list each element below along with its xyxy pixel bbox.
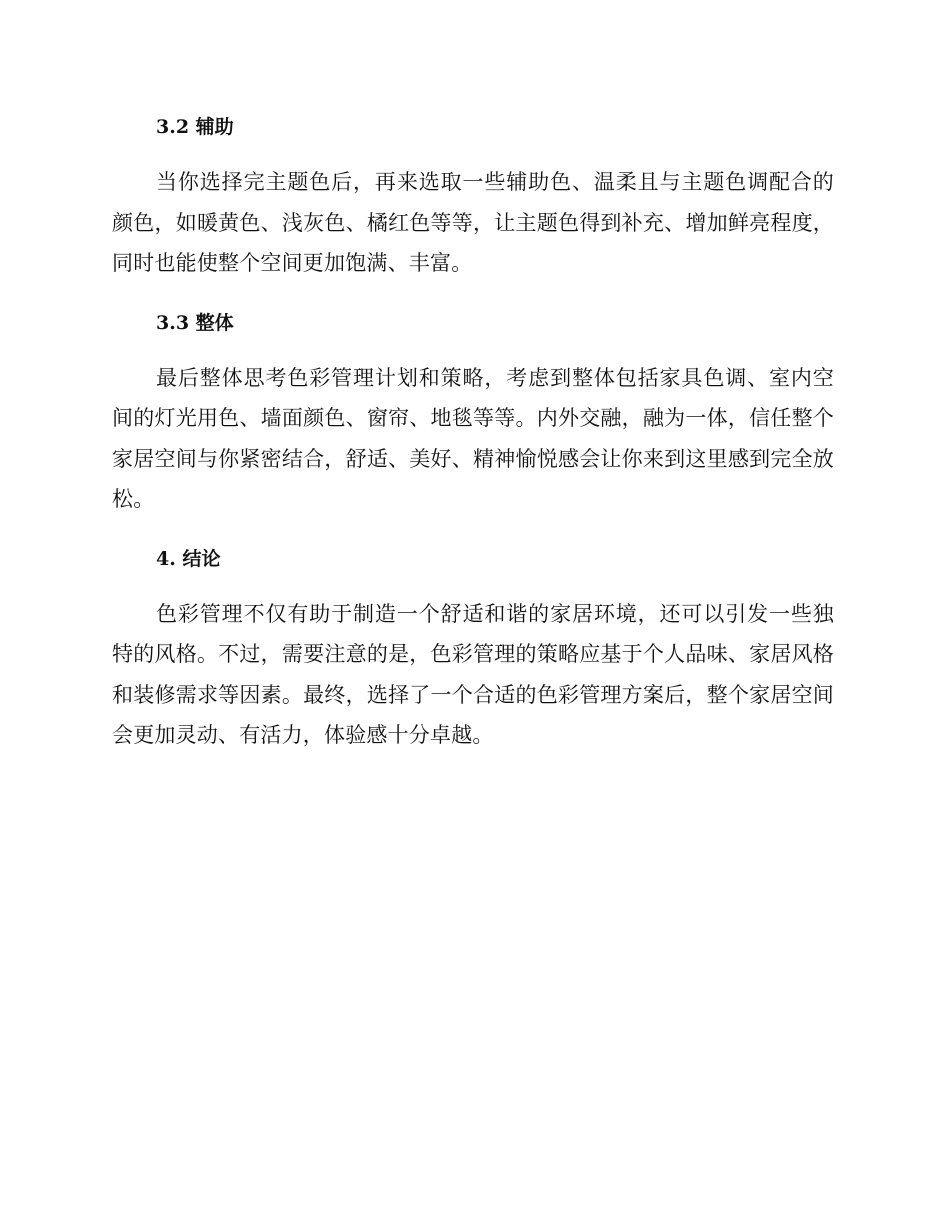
section-paragraph-3-3: 最后整体思考色彩管理计划和策略，考虑到整体包括家具色调、室内空间的灯光用色、墙面颜色、窗帘、地毯等等。内外交融，融为一体，信任整个家居空间与你紧密结合，舒适、美好、精神愉悦感会让你来到这里感到完全放松。: [112, 365, 834, 511]
document-body: [112, 108, 834, 756]
section-paragraph-4: 色彩管理不仅有助于制造一个舒适和谐的家居环境，还可以引发一些独特的风格。不过，需要注意的是，色彩管理的策略应基于个人品味、家居风格和装修需求等因素。最终，选择了一个合适的色彩管理方案后，整个家居空间会更加灵动、有活力，体验感十分卓越。: [112, 601, 834, 747]
section-heading-3-3: 3.3 整体: [156, 311, 234, 334]
section-heading-4: 4. 结论: [156, 547, 221, 570]
section-heading-3-2: 3.2 辅助: [156, 116, 234, 138]
section-paragraph-3-2: 当你选择完主题色后，再来选取一些辅助色、温柔且与主题色调配合的颜色，如暖黄色、浅灰色、橘红色等等，让主题色得到补充、增加鲜亮程度，同时也能使整个空间更加饱满、丰富。: [112, 170, 834, 275]
